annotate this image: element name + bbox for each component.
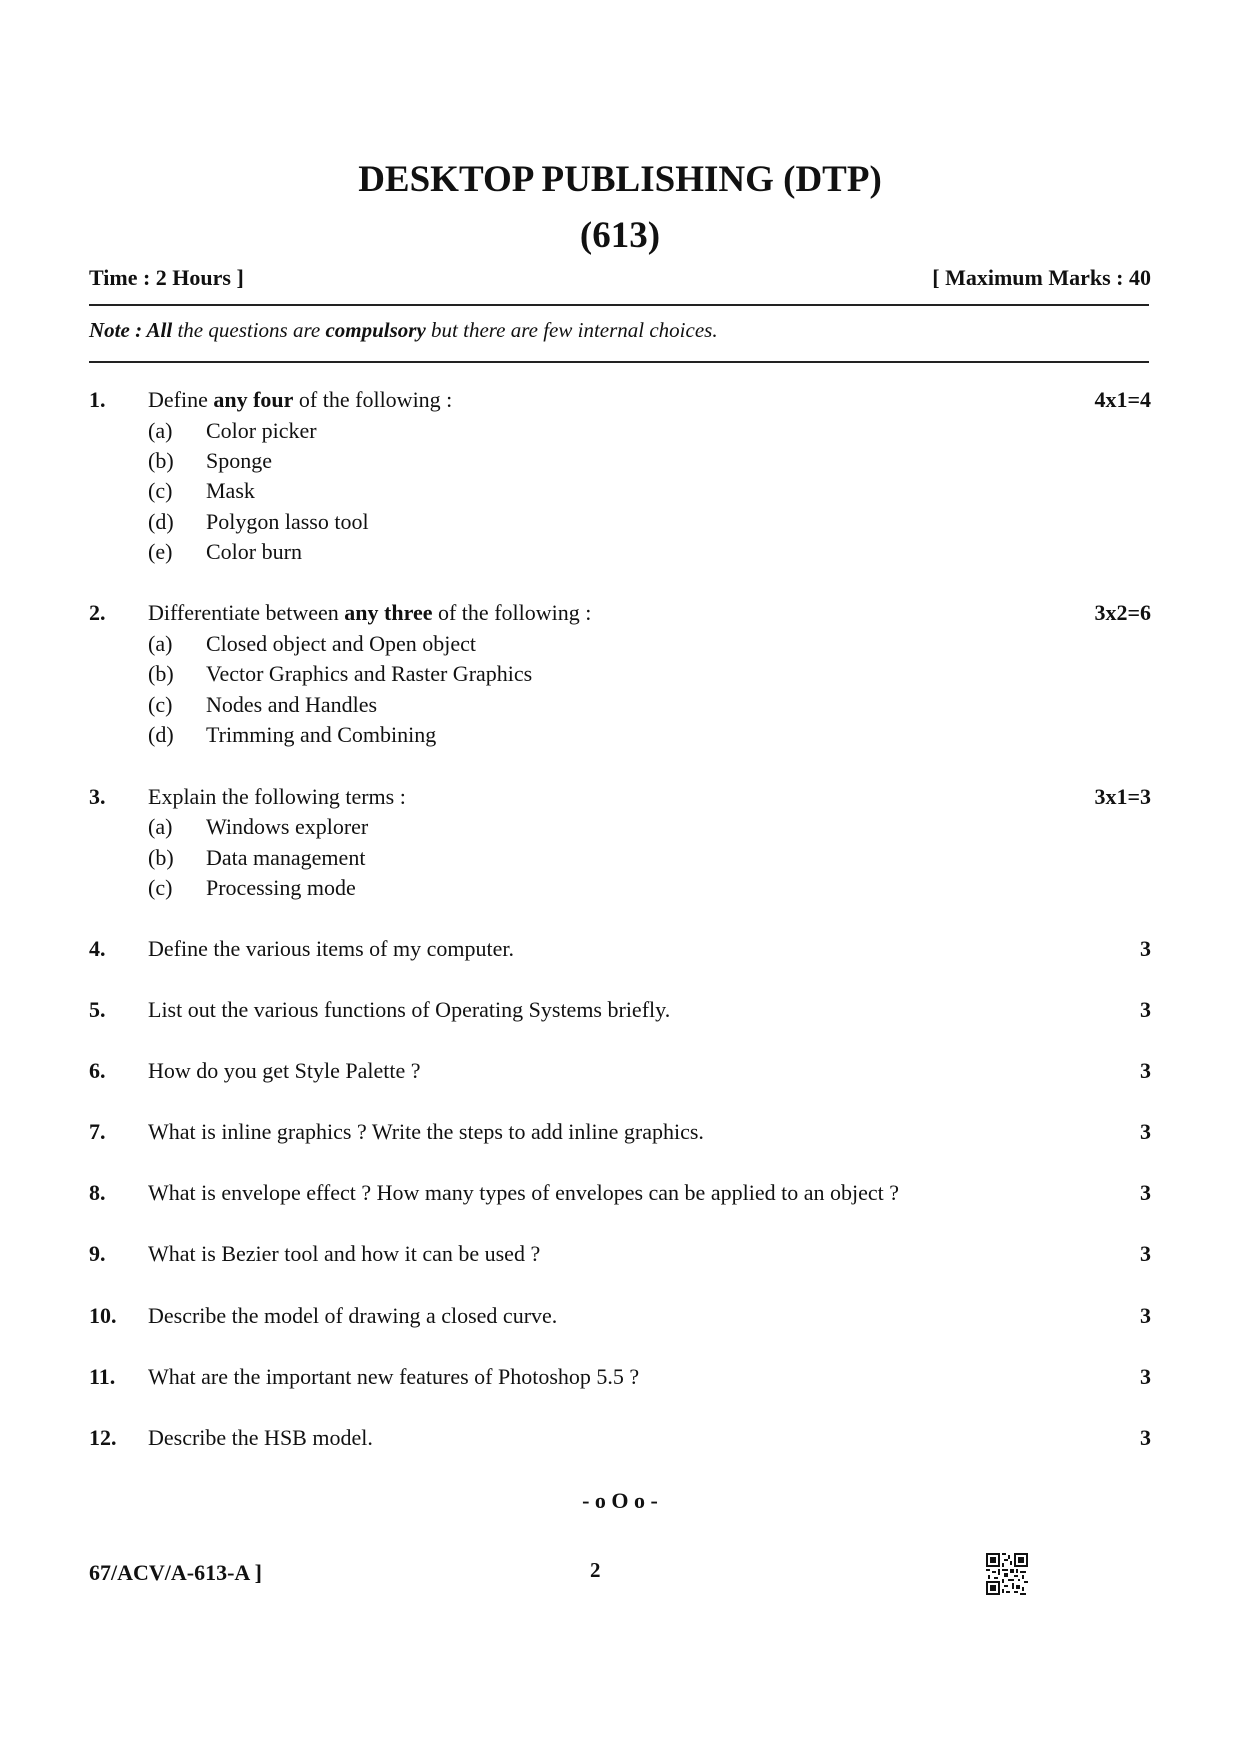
question-marks: 3 — [1140, 1119, 1151, 1144]
option-label: (e) — [148, 539, 173, 564]
paper-code: (613) — [579, 215, 661, 256]
question-number: 9. — [89, 1241, 106, 1266]
option-label: (d) — [148, 722, 174, 747]
qr-code-icon — [986, 1553, 1028, 1595]
question-marks: 3 — [1140, 1364, 1151, 1389]
instructions-note — [89, 318, 718, 343]
option-label: (b) — [148, 661, 174, 686]
header-rule-bottom — [89, 361, 1149, 363]
option-text: Color picker — [206, 418, 317, 443]
option-text: Trimming and Combining — [206, 722, 437, 747]
question-text: What is Bezier tool and how it can be used ? — [148, 1241, 541, 1266]
option-label: (b) — [148, 845, 174, 870]
question-marks: 3x2=6 — [1094, 600, 1151, 625]
paper-title: DESKTOP PUBLISHING (DTP) — [358, 159, 882, 200]
option-text: Processing mode — [206, 875, 356, 900]
question-number: 10. — [89, 1303, 117, 1328]
question-number: 6. — [89, 1058, 106, 1083]
question-number: 11. — [89, 1364, 116, 1389]
option-text: Data management — [206, 845, 366, 870]
option-text: Color burn — [206, 539, 302, 564]
question-marks: 3 — [1140, 997, 1151, 1022]
option-text: Sponge — [206, 448, 272, 473]
question-text: How do you get Style Palette ? — [148, 1058, 421, 1083]
option-text: Polygon lasso tool — [206, 509, 369, 534]
maximum-marks: [ Maximum Marks : 40 — [932, 265, 1151, 290]
option-text: Mask — [206, 478, 255, 503]
option-label: (a) — [148, 814, 173, 839]
question-number: 1. — [89, 387, 106, 412]
option-text: Vector Graphics and Raster Graphics — [206, 661, 533, 686]
option-label: (c) — [148, 875, 173, 900]
question-number: 5. — [89, 997, 106, 1022]
question-text: Explain the following terms : — [148, 784, 406, 809]
question-number: 4. — [89, 936, 106, 961]
header-rule-top — [89, 304, 1149, 306]
question-marks: 3 — [1140, 1058, 1151, 1083]
question-marks: 4x1=4 — [1094, 387, 1151, 412]
option-label: (c) — [148, 478, 173, 503]
note-bold: compulsory — [325, 318, 426, 342]
question-text: Differentiate between any three of the following : — [148, 600, 592, 625]
question-text: What is inline graphics ? Write the steps to add inline graphics. — [148, 1119, 704, 1144]
question-text: List out the various functions of Operating Systems briefly. — [148, 997, 671, 1022]
page-number: 2 — [590, 1558, 601, 1582]
end-of-paper-mark: - o O o - — [582, 1488, 658, 1513]
question-number: 3. — [89, 784, 106, 809]
question-text: Describe the model of drawing a closed curve. — [148, 1303, 558, 1328]
question-marks: 3 — [1140, 936, 1151, 961]
note-mid: the questions are — [172, 318, 326, 342]
question-marks: 3 — [1140, 1303, 1151, 1328]
option-text: Windows explorer — [206, 814, 369, 839]
option-label: (b) — [148, 448, 174, 473]
option-label: (d) — [148, 509, 174, 534]
time-allowed: Time : 2 Hours ] — [89, 265, 244, 290]
question-number: 2. — [89, 600, 106, 625]
question-text: What are the important new features of Photoshop 5.5 ? — [148, 1364, 640, 1389]
question-text: Describe the HSB model. — [148, 1425, 373, 1450]
option-label: (a) — [148, 631, 173, 656]
question-marks: 3 — [1140, 1241, 1151, 1266]
option-label: (a) — [148, 418, 173, 443]
question-marks: 3 — [1140, 1425, 1151, 1450]
paper-footer-code: 67/ACV/A-613-A ] — [89, 1560, 262, 1585]
question-text: What is envelope effect ? How many types of envelopes can be applied to an object ? — [148, 1180, 899, 1205]
option-text: Closed object and Open object — [206, 631, 477, 656]
question-text: Define any four of the following : — [148, 387, 453, 412]
option-text: Nodes and Handles — [206, 692, 378, 717]
note-lead: Note : All — [89, 318, 173, 342]
question-text: Define the various items of my computer. — [148, 936, 514, 961]
question-marks: 3x1=3 — [1094, 784, 1151, 809]
question-number: 7. — [89, 1119, 106, 1144]
note-tail: but there are few internal choices. — [425, 318, 718, 342]
question-number: 12. — [89, 1425, 117, 1450]
question-marks: 3 — [1140, 1180, 1151, 1205]
option-label: (c) — [148, 692, 173, 717]
question-number: 8. — [89, 1180, 106, 1205]
